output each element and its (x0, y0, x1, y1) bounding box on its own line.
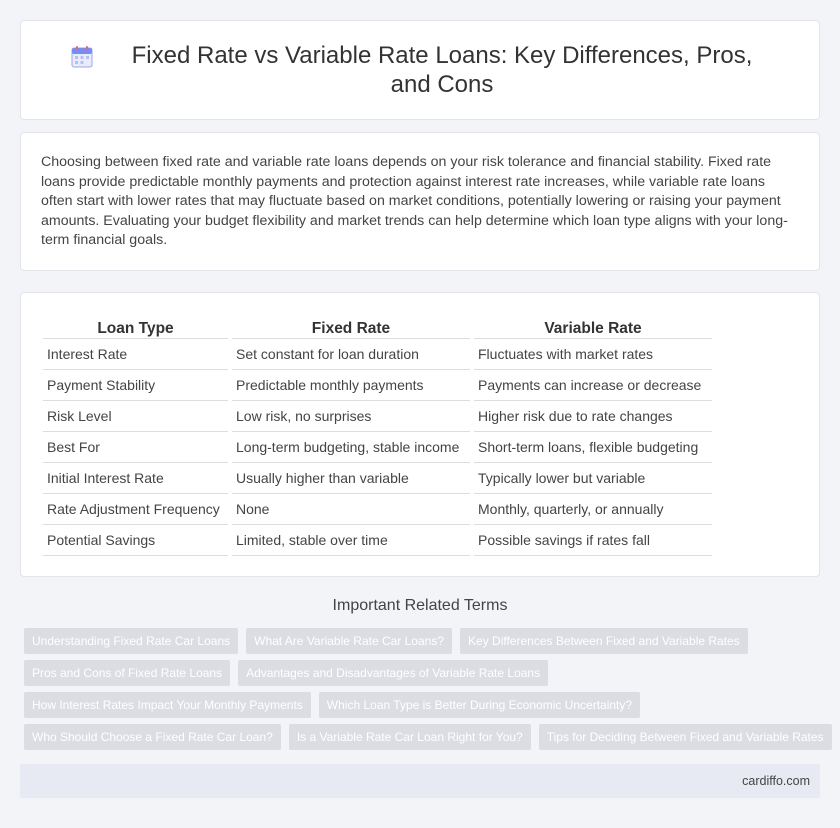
related-term-link[interactable]: Pros and Cons of Fixed Rate Loans (24, 660, 230, 686)
footer (20, 764, 820, 798)
tag-row (20, 660, 820, 692)
related-terms-tags (20, 628, 824, 756)
fixed-rate-cell: Limited, stable over time (232, 525, 470, 556)
table-row (43, 525, 712, 556)
related-term-link[interactable]: Is a Variable Rate Car Loan Right for You? (289, 724, 531, 750)
related-term-link[interactable]: Understanding Fixed Rate Car Loans (24, 628, 238, 654)
row-label: Interest Rate (43, 339, 228, 370)
variable-rate-cell: Possible savings if rates fall (474, 525, 712, 556)
fixed-rate-cell: Usually higher than variable (232, 463, 470, 494)
related-term-link[interactable]: Tips for Deciding Between Fixed and Variable Rates (539, 724, 832, 750)
fixed-rate-cell: Predictable monthly payments (232, 370, 470, 401)
header-card (20, 20, 820, 120)
tag-row (20, 724, 824, 756)
variable-rate-cell: Typically lower but variable (474, 463, 712, 494)
comparison-table-card (20, 292, 820, 577)
header-loan-type: Loan Type (43, 317, 228, 339)
table-row (43, 463, 712, 494)
fixed-rate-cell: Set constant for loan duration (232, 339, 470, 370)
related-term-link[interactable]: Key Differences Between Fixed and Variable Rates (460, 628, 748, 654)
table-row (43, 401, 712, 432)
footer-site[interactable]: cardiffo.com (742, 774, 810, 788)
header-fixed-rate: Fixed Rate (232, 317, 470, 339)
related-term-link[interactable]: Who Should Choose a Fixed Rate Car Loan? (24, 724, 281, 750)
fixed-rate-cell: Long-term budgeting, stable income (232, 432, 470, 463)
comparison-table (39, 317, 716, 556)
variable-rate-cell: Short-term loans, flexible budgeting (474, 432, 712, 463)
table-row (43, 432, 712, 463)
row-label: Potential Savings (43, 525, 228, 556)
row-label: Payment Stability (43, 370, 228, 401)
fixed-rate-cell: Low risk, no surprises (232, 401, 470, 432)
calendar-icon (70, 45, 94, 69)
tag-row (20, 628, 820, 660)
row-label: Best For (43, 432, 228, 463)
variable-rate-cell: Higher risk due to rate changes (474, 401, 712, 432)
row-label: Rate Adjustment Frequency (43, 494, 228, 525)
table-header-row (43, 317, 712, 339)
table-row (43, 370, 712, 401)
table-row (43, 494, 712, 525)
row-label: Risk Level (43, 401, 228, 432)
intro-card (20, 132, 820, 271)
header-variable-rate: Variable Rate (474, 317, 712, 339)
related-term-link[interactable]: Advantages and Disadvantages of Variable Rate Loans (238, 660, 548, 686)
header (70, 41, 770, 99)
related-term-link[interactable]: How Interest Rates Impact Your Monthly Payments (24, 692, 311, 718)
fixed-rate-cell: None (232, 494, 470, 525)
intro-text: Choosing between fixed rate and variable rate loans depends on your risk tolerance and financial stability. Fixed rate loans provide predictable monthly payments and protection against interest rate increases, while variable rate loans often start with lower rates that may fluctuate based on market conditions, potentially lowering or raising your payment amounts. Evaluating your budget flexibility and market trends can help determine which loan type aligns with your long-term financial goals. (41, 154, 788, 249)
variable-rate-cell: Payments can increase or decrease (474, 370, 712, 401)
table-row (43, 339, 712, 370)
related-term-link[interactable]: Which Loan Type is Better During Economic Uncertainty? (319, 692, 640, 718)
tag-row (20, 692, 820, 724)
related-term-link[interactable]: What Are Variable Rate Car Loans? (246, 628, 452, 654)
related-terms-title: Important Related Terms (332, 597, 508, 614)
row-label: Initial Interest Rate (43, 463, 228, 494)
variable-rate-cell: Fluctuates with market rates (474, 339, 712, 370)
variable-rate-cell: Monthly, quarterly, or annually (474, 494, 712, 525)
page-title: Fixed Rate vs Variable Rate Loans: Key Differences, Pros, and Cons (131, 42, 753, 98)
